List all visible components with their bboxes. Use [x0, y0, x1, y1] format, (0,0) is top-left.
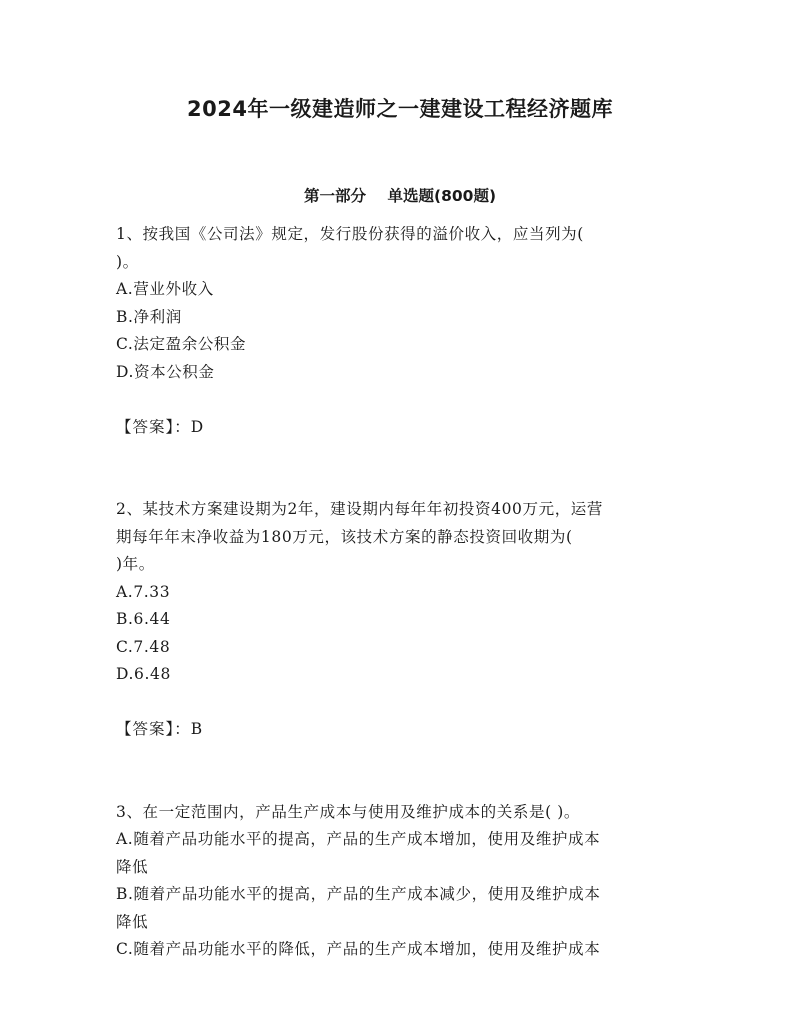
question-text-line: 2、某技术方案建设期为2年，建设期内每年年初投资400万元，运营 [116, 500, 604, 518]
answer-value: B [190, 720, 203, 738]
option-a: A.7.33 [116, 582, 171, 601]
document-title: 2024年一级建造师之一建建设工程经济题库 [187, 97, 613, 121]
option-b-continued: 降低 [116, 912, 149, 931]
option-d: D.6.48 [116, 665, 171, 683]
option-b: B.随着产品功能水平的提高，产品的生产成本减少，使用及维护成本 [116, 885, 601, 903]
option-a: A.营业外收入 [116, 280, 214, 298]
question-text-line: 1、按我国《公司法》规定，发行股份获得的溢价收入，应当列为( [116, 225, 584, 243]
answer-line [116, 716, 686, 744]
answer-line [116, 414, 686, 442]
option-b: B.6.44 [116, 610, 171, 628]
answer-label: 【答案】： [116, 720, 191, 738]
question-text-line: )年。 [116, 555, 155, 573]
question-text-line: )。 [116, 252, 139, 271]
question-text-line: 期每年年末净收益为180万元，该技术方案的静态投资回收期为( [116, 527, 573, 546]
section-title: 第一部分 单选题(800题) [303, 187, 497, 205]
question-3 [116, 799, 686, 964]
option-b: B.净利润 [116, 307, 182, 326]
option-d: D.资本公积金 [116, 362, 215, 381]
option-a: A.随着产品功能水平的提高，产品的生产成本增加，使用及维护成本 [116, 830, 601, 848]
question-text-line: 3、在一定范围内，产品生产成本与使用及维护成本的关系是( )。 [116, 802, 580, 821]
question-2 [116, 496, 686, 771]
option-c: C.随着产品功能水平的降低，产品的生产成本增加，使用及维护成本 [116, 940, 601, 958]
question-list [116, 221, 686, 964]
option-c: C.7.48 [116, 637, 171, 656]
answer-value: D [190, 417, 204, 436]
question-1 [116, 221, 686, 469]
option-a-continued: 降低 [116, 857, 149, 876]
answer-label: 【答案】： [116, 417, 191, 436]
option-c: C.法定盈余公积金 [116, 335, 247, 353]
